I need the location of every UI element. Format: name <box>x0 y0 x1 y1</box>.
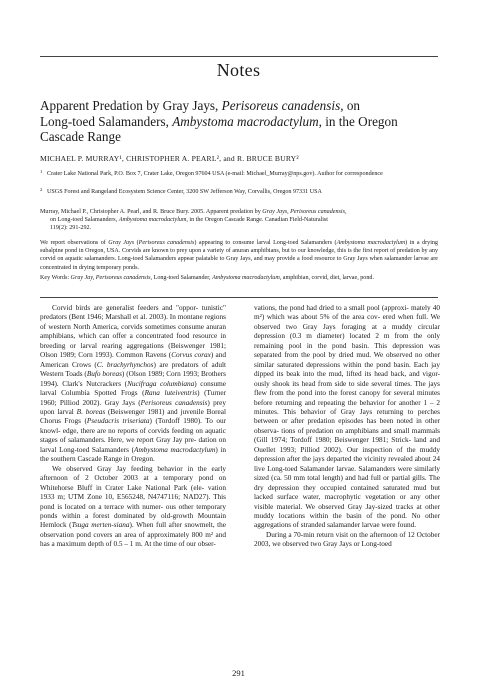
body-column-left <box>40 304 226 550</box>
page-number: 291 <box>232 668 245 678</box>
top-rule <box>40 56 438 57</box>
paragraph: We observed Gray Jay feeding behavior in the early afternoon of 2 October 2003 at a temporary pond on Whitehorse Bluff in Crater Lake National Park (ele- vation 1933 m; UTM Zone 10, E565248, N4747116; NAD27). This pond is located on a terrace with numer- ous other temporary ponds within a forest dominated by old-growth Mountain Hemlock (Tsuga merten-siana). When full after snowmelt, the observation pond covers an area of approximately 800 m² and has a maximum depth of 0.5 – 1 m. At the time of our obser- <box>40 464 227 549</box>
key-words: Key Words: Gray Jay, Perisoreus canadensis, Long-toed Salamander, Ambystoma macrodactylum, amphibian, corvid, diet, larvae, pond. <box>40 275 374 281</box>
paragraph: vations, the pond had dried to a small pool (approxi- mately 40 m²) which was about 5% of the area cov- ered when full. We observed two Gray Jays foraging at a muddy circular depression (0.3 m diameter) located 2 m from the only remaining pool in the pond basin. This depression was separated from the pool by dried mud. We observed no other similar saturated depressions within the pond basin. Each jay dipped its beak into the mud, lifted its head back, and vigor- ously shook its head from side to side several times. The jays flew from the pond into the forest canopy for several minutes before returning and repeating the behavior for another 1 – 2 minutes. This behavior of Gray Jays returning to perches between or after predation episodes has been noted in other observa- tions of predation on amphibians and small mammals (Gill 1974; Tordoff 1980; Beiswenger 1981; Strick- land and Ouellet 1993; Pilliod 2002). Our inspection of the muddy depression after the jays departed the vicinity revealed about 24 live Long-toed Salamander larvae. Salamanders were similarly sized (ca. 50 mm total length) and had full or partial gills. The dry depression they occupied contained saturated mud but lacked surface water, macrophytic vegetation or any other visible material. We observed Gray Jay-sized tracks at other muddy locations within the basin of the pond. No other aggregations of stranded salamander larvae were found. <box>254 304 441 530</box>
body-column-right <box>254 304 440 550</box>
article-title: Apparent Predation by Gray Jays, Perisoreus canadensis, on Long-toed Salamanders, Ambystoma macrodactylum, in the Oregon Cascade Range <box>40 98 398 144</box>
author-list: MICHAEL P. MURRAY¹, CHRISTOPHER A. PEARL², and R. BRUCE BURY² <box>40 154 299 163</box>
divider-rule <box>40 297 438 298</box>
paragraph: During a 70-min return visit on the afternoon of 12 October 2003, we observed two Gray Jays or Long-toed <box>254 530 440 549</box>
affiliation-2: 2 USGS Forest and Rangeland Ecosystem Science Center, 3200 SW Jefferson Way, Corvallis, Oregon 97331 USA <box>40 187 322 195</box>
citation: Murray, Michael P., Christopher A. Pearl, and R. Bruce Bury. 2005. Apparent predation by Gray Jays, Perisoreus canadensis, on Long-toed Salamanders, Ambystoma macrodactylum, in the Oregon Cascade Range. Canadian Field-Naturalist 119(2): 291-292. <box>40 209 347 232</box>
abstract: We report observations of Gray Jays (Perisoreus canadensis) appearing to consume larval Long-toed Salamanders (Ambystoma macrodactylum) in a drying subalpine pond in Oregon, USA. Corvids are known to prey upon a variety of anuran amphibians, but to our knowledge, this is the first report of predation by any corvid on aquatic salamanders. Long-toed Salamanders appear palatable to Gray Jays, and may provide a food resource to Gray Jays when salamander larvae are concentrated in drying temporary ponds. <box>40 240 438 271</box>
affiliation-1: 1 Crater Lake National Park, P.O. Box 7, Crater Lake, Oregon 97604 USA (e-mail: Michael_Murray@nps.gov). Author for correspondence <box>40 169 383 177</box>
section-heading: Notes <box>216 60 261 80</box>
paragraph: Corvid birds are generalist feeders and "oppor- tunistic" predators (Bent 1946; Marshall et al. 2003). In montane regions of western North America, corvids sometimes consume anuran amphibians, which can offer a concentrated food resource in breeding or larval rearing aggregations (Beiswenger 1981; Olson 1989; Corn 1993). Common Ravens (Corvus corax) and American Crows (C. brachyrhynchos) are predators of adult Western Toads (Bufo boreas) (Olson 1989; Corn 1993; Brothers 1994). Clark's Nutcrackers (Nucifraga columbiana) consume larval Columbia Spotted Frogs (Rana luteiventris) (Turner 1960; Pilliod 2002). Gray Jays (Perisoreus canadensis) prey upon larval B. boreas (Beiswenger 1981) and juvenile Boreal Chorus Frogs (Pseudacris triseriata) (Tordoff 1980). To our knowl- edge, there are no reports of corvids feeding on aquatic stages of salamanders. Here, we report Gray Jay pre- dation on larval Long-toed Salamanders (Ambystoma macrodactylum) in the southern Cascade Range in Oregon. <box>40 304 227 464</box>
